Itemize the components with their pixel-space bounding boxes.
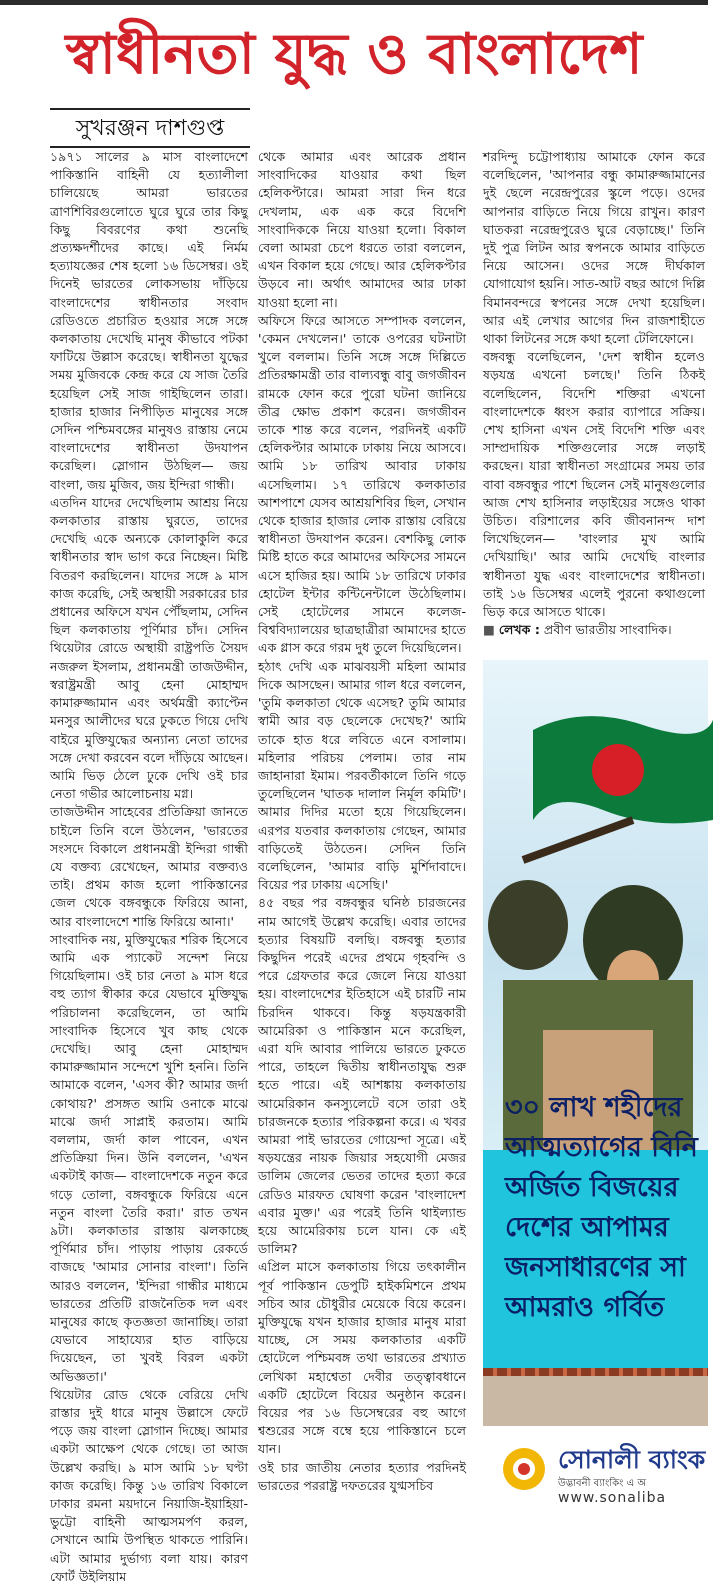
paragraph: ওই চার জাতীয় নেতার হত্যার পরদিনই ভারতের পররাষ্ট্র দফতরের যুগ্মসচিব [258, 1459, 466, 1493]
bank-footer [483, 1426, 708, 1518]
ad-slogan-line: আমরাও গর্বিত [505, 1292, 665, 1323]
paragraph: থিয়েটার রোড থেকে বেরিয়ে দেখি রাস্তার দুই ধারে মানুষ উল্লাসে ফেটে পড়ে জয় বাংলা স্লোগান দিচ্ছে। আমার একটা আক্ষেপ থেকে গেছে। তা আজ উল্লেখ করছি। ৯ মাস আমি ১৮ ঘণ্টা কাজ করেছি। কিন্তু ১৬ তারিখ বিকালে ঢাকার রমনা ময়দানে নিয়াজি-ইয়াহিয়া-ভুট্টো বাহিনী আত্মসমর্পণ করল, সেখানে আমি উপস্থিত থাকতে পারিনি। এটা আমার দুর্ভাগ্য বলা যায়। কারণ ফোর্ট উইলিয়াম [50, 1386, 248, 1584]
author-name: সুখরঞ্জন দাশগুপ্ত [75, 116, 225, 141]
author-note [483, 621, 705, 639]
top-border [0, 0, 708, 5]
paragraph: বঙ্গবন্ধু বলেছিলেন, 'দেশ স্বাধীন হলেও ষড়যন্ত্র এখনো চলছে।' তিনি ঠিকই বলেছিলেন, বিদেশি শক্তিরা এখনো বাংলাদেশকে ধ্বংস করার ব্যাপারে সক্রিয়। শেখ হাসিনা এখন সেই বিদেশি শক্তি এবং সাম্প্রদায়িক শক্তিগুলোর সঙ্গে লড়াই করছেন। যারা স্বাধীনতা সংগ্রামের সময় তার বাবা বঙ্গবন্ধুর পাশে ছিলেন সেই মানুষগুলোর আজ শেখ হাসিনার লড়াইয়ের সঙ্গেও থাকা উচিত। বরিশালের কবি জীবনানন্দ দাশ লিখেছিলেন— 'বাংলার মুখ আমি দেখিয়াছি।' আর আমি দেখেছি বাংলার স্বাধীনতা যুদ্ধ এবং বাংলাদেশের স্বাধীনতা। তাই ১৬ ডিসেম্বর এলেই পুরনো কথাগুলো ভিড় করে আসতে থাকে। [483, 349, 705, 620]
paragraph: ১৯৭১ সালের ৯ মাস বাংলাদেশে পাকিস্তানি বাহিনী যে হত্যালীলা চালিয়েছে আমরা ভারতের ত্রাণশিবিরগুলোতে ঘুরে ঘুরে তার কিছু কিছু বিবরণের কথা শুনেছি প্রত্যক্ষদর্শীদের কাছে। এই নির্মম হত্যাযজ্ঞের শেষ হলো ১৬ ডিসেম্বর। ওই দিনেই ভারতের লোকসভায় দাঁড়িয়ে বাংলাদেশের স্বাধীনতার সংবাদ রেডিওতে প্রচারিত হওয়ার সঙ্গে সঙ্গে কলকাতায় দেখেছি মানুষ কীভাবে পটকা ফাটিয়ে উল্লাস করেছে। স্বাধীনতা যুদ্ধের সময় মুজিবকে কেন্দ্র করে যে সাজ তৈরি হয়েছিল সেই সাজ গাইছিলেন তারা। হাজার হাজার নিপীড়িত মানুষের সঙ্গে সেদিন পশ্চিমবঙ্গের মানুষও রাস্তায় নেমে বাংলাদেশের স্বাধীনতা উদযাপন করেছিল। স্লোগান উঠছিল— জয় বাংলা, জয় মুজিব, জয় ইন্দিরা গান্ধী। [50, 149, 248, 492]
author-note-label: লেখক : [498, 622, 540, 638]
bank-url[interactable]: www.sonaliba [558, 1490, 667, 1506]
paragraph: এতদিন যাদের দেখেছিলাম আশ্রয় নিয়ে কলকাতার রাস্তায় ঘুরতে, তাদের দেখেছি একে অন্যকে কোলাকুলি করে স্বাধীনতার স্বাদ ভাগ করে নিচ্ছেন। মিষ্টি বিতরণ করছিলেন। যাদের সঙ্গে ৯ মাস কাজ করেছি, সেই অস্থায়ী সরকারের চার প্রধানের অফিসে যখন পৌঁছলাম, সেদিন ছিল কলকাতায় পূর্ণিমার চাঁদ। সেদিন থিয়েটার রোডে অস্থায়ী রাষ্ট্রপতি সৈয়দ নজরুল ইসলাম, প্রধানমন্ত্রী তাজউদ্দীন, স্বরাষ্ট্রমন্ত্রী আবু হেনা মোহাম্মদ কামারুজ্জামান এবং অর্থমন্ত্রী ক্যাপ্টেন মনসুর আলীদের ঘরে ঢুকতে গিয়ে দেখি বাইরে মুক্তিযুদ্ধের অন্যান্য নেতা তাদের সঙ্গে দেখা করবেন বলে দাঁড়িয়ে আছেন। আমি ভিড় ঠেলে ঢুকে দেখি ওই চার নেতা গভীর আলোচনায় মগ্ন। [50, 494, 248, 802]
ad-slogan-line: আত্মত্যাগের বিনি [505, 1132, 698, 1163]
square-bullet-icon: ■ [483, 622, 499, 638]
paragraph: হঠাৎ দেখি এক মাঝবয়সী মহিলা আমার দিকে আসছেন। আমার গাল ধরে বললেন, 'তুমি কলকাতা থেকে এসেছ? তুমি আমার স্বামী আর বড় ছেলেকে দেখেছ?' আমি তাকে হাত ধরে লবিতে এনে বসালাম। মহিলার পরিচয় পেলাম। তার নাম জাহানারা ইমাম। পরবর্তীকালে তিনি গড়ে তুলেছিলেন 'ঘাতক দালাল নির্মূল কমিটি'। আমার দিদির মতো হয়ে গিয়েছিলেন। এরপর যতবার কলকাতায় গেছেন, আমার বাড়িতেই উঠতেন। সেদিন তিনি বলেছিলেন, 'আমার বাড়ি মুর্শিদাবাদে। বিয়ের পর ঢাকায় এসেছি।' [258, 658, 466, 893]
paragraph: সাংবাদিক নয়, মুক্তিযুদ্ধের শরিক হিসেবে আমি এক প্যাকেট সন্দেশ নিয়ে গিয়েছিলাম। ওই চার নেতা ৯ মাস ধরে বহু ত্যাগ স্বীকার করে যেভাবে মুক্তিযুদ্ধ পরিচালনা করেছিলেন, তা আমি সাংবাদিক হিসেবে খুব কাছ থেকে দেখেছি। আবু হেনা মোহাম্মদ কামারুজ্জামান সন্দেশে খুশি হননি। তিনি আমাকে বলেন, 'এসব কী? আমার জর্দা কোথায়?' প্রসঙ্গত আমি ওনাকে মাঝে মাঝে জর্দা সাপ্লাই করতাম। আমি বললাম, জর্দা কাল পাবেন, এখন প্রতিক্রিয়া দিন। উনি বললেন, 'এখন একটাই কাজ— বাংলাদেশকে নতুন করে গড়ে তোলা, বঙ্গবন্ধুকে ফিরিয়ে এনে নতুন বাংলা তৈরি করা।' রাত তখন ৯টা। কলকাতার রাস্তায় ঝলকাচ্ছে পূর্ণিমার চাঁদ। পাড়ায় পাড়ায় রেকর্ডে বাজছে 'আমার সোনার বাংলা'। তিনি আরও বললেন, 'ইন্দিরা গান্ধীর মাধ্যমে ভারতের প্রতিটি রাজনৈতিক দল এবং মানুষের কাছে কৃতজ্ঞতা জানাচ্ছি। তারা যেভাবে সাহায্যের হাত বাড়িয়ে দিয়েছেন, তা খুবই বিরল একটা অভিজ্ঞতা।' [50, 931, 248, 1384]
brick-wall-strip [483, 1368, 708, 1376]
article-column-3 [483, 148, 705, 658]
article-column-2 [258, 148, 466, 1528]
ad-slogan-line: জনসাধারণের সা [505, 1252, 686, 1283]
paragraph: শরদিন্দু চট্টোপাধ্যায় আমাকে ফোন করে বলেছিলেন, 'আপনার বন্ধু কামারুজ্জামানের দুই ছেলে নরেন্দ্রপুরের স্কুলে পড়ে। ওদের আপনার বাড়িতে নিয়ে গিয়ে রাখুন। কারণ ঘাতকরা নরেন্দ্রপুরেও ঘুরে বেড়াচ্ছে।' তিনি দুই পুত্র লিটন আর স্বপনকে আমার বাড়িতে নিয়ে আসেন। ওদের সঙ্গে দীর্ঘকাল যোগাযোগ হয়নি। সাত-আট বছর আগে দিল্লি বিমানবন্দরে স্বপনের সঙ্গে দেখা হয়েছিল। আর এই লেখার আগের দিন রাজশাহীতে থাকা লিটনের সঙ্গে কথা হলো টেলিফোনে। [483, 149, 705, 347]
paragraph: এপ্রিল মাসে কলকাতায় গিয়ে তৎকালীন পূর্ব পাকিস্তান ডেপুটি হাইকমিশনে প্রথম সচিব আর চৌধুরীর মেয়েকে বিয়ে করেন। মুক্তিযুদ্ধে যখন হাজার হাজার মানুষ মারা যাচ্ছে, সে সময় কলকাতার একটি হোটেলে পশ্চিমবঙ্গ তথা ভারতের প্রখ্যাত লেখিকা মহাশ্বেতা দেবীর তত্ত্বাবধানে একটি হোটেলে বিয়ের অনুষ্ঠান করেন। বিয়ের পর ১৬ ডিসেম্বরের বহু আগে শ্বশুরের সঙ্গে বম্বে হয়ে পাকিস্তানে চলে যান। [258, 1259, 466, 1457]
ad-ground [483, 1376, 708, 1426]
ad-slogan-line: অর্জিত বিজয়ের [505, 1172, 679, 1203]
article-column-1 [50, 148, 248, 1584]
sonali-bank-advertisement[interactable] [483, 660, 708, 1518]
sonali-bank-logo-icon [501, 1446, 547, 1492]
paragraph: থেকে আমার এবং আরেক প্রধান সাংবাদিকের যাওয়ার কথা ছিল হেলিকপ্টারে। আমরা সারা দিন ধরে দেখলাম, এক এক করে বিদেশি সাংবাদিককে নিয়ে যাওয়া হলো। বিকাল বেলা আমরা চেপে ধরতে তারা বললেন, এখন বিকাল হয়ে গেছে। আর হেলিকপ্টার উড়বে না। অর্থাৎ আমাদের আর ঢাকা যাওয়া হলো না। [258, 149, 466, 310]
bank-name: সোনালী ব্যাংক [558, 1445, 706, 1474]
bank-tagline: উদ্ভাবনী ব্যাংকিং এ অ [558, 1478, 647, 1489]
paragraph: তাজউদ্দীন সাহেবের প্রতিক্রিয়া জানতে চাইলে তিনি বলে উঠলেন, 'ভারতের সংসদে বিকালে প্রধানমন্ত্রী ইন্দিরা গান্ধী যে বক্তব্য রেখেছেন, আমার বক্তব্যও তাই। প্রথম কাজ হলো পাকিস্তানের জেল থেকে বঙ্গবন্ধুকে ফিরিয়ে আনা, আর বাংলাদেশে শান্তি ফিরিয়ে আনা।' [50, 804, 248, 929]
article-title: স্বাধীনতা যুদ্ধ ও বাংলাদেশ [65, 21, 643, 87]
paragraph: অফিসে ফিরে আসতে সম্পাদক বললেন, 'কেমন দেখলেন।' তাকে ওপরের ঘটনাটা খুলে বললাম। তিনি সঙ্গে সঙ্গে দিল্লিতে প্রতিরক্ষামন্ত্রী তার বাল্যবন্ধু বাবু জগজীবন রামকে ফোন করে পুরো ঘটনা জানিয়ে তীব্র ক্ষোভ প্রকাশ করেন। জগজীবন তাকে শান্ত করে বলেন, পরদিনই একটি হেলিকপ্টার আমাকে ঢাকায় নিয়ে আসবে। আমি ১৮ তারিখ আবার ঢাকায় এসেছিলাম। ১৭ তারিখে কলকাতার আশপাশে যেসব আশ্রয়শিবির ছিল, সেখান থেকে হাজার হাজার লোক রাস্তায় বেরিয়ে স্বাধীনতা উদযাপন করেন। বেশকিছু লোক মিষ্টি হাতে করে আমাদের অফিসের সামনে এসে হাজির হয়। আমি ১৮ তারিখে ঢাকার হোটেল ইন্টার কন্টিনেন্টালে উঠেছিলাম। সেই হোটেলের সামনে কলেজ-বিশ্ববিদ্যালয়ের ছাত্রছাত্রীরা আমাদের হাতে এক গ্লাস করে গরম দুধ তুলে দিয়েছিলেন। [258, 312, 466, 656]
ad-slogan-line: দেশের আপামর [505, 1212, 669, 1243]
ad-slogan-line: ৩০ লাখ শহীদের [505, 1092, 683, 1123]
author-note-text: প্রবীণ ভারতীয় সাংবাদিক। [543, 622, 672, 638]
paragraph: ৪৫ বছর পর বঙ্গবন্ধুর ঘনিষ্ঠ চারজনের নাম আগেই উল্লেখ করেছি। এবার তাদের হত্যার বিষয়টি বলছি। বঙ্গবন্ধু হত্যার কিছুদিন পরেই এদের প্রথমে গৃহবন্দি ও পরে গ্রেফতার করে জেলে নিয়ে যাওয়া হয়। বাংলাদেশের ইতিহাসে এই চারটি নাম চিরদিন থাকবে। কিন্তু ষড়যন্ত্রকারী আমেরিকা ও পাকিস্তান মনে করেছিল, এরা যদি আবার পালিয়ে ভারতে ঢুকতে পারে, তাহলে দ্বিতীয় স্বাধীনতাযুদ্ধ শুরু হতে পারে। এই আশঙ্কায় কলকাতায় আমেরিকান কনস্যুলেটে বসে তারা ওই চারজনকে হত্যার পরিকল্পনা করে। এ খবর আমরা পাই ভারতের গোয়েন্দা সূত্রে। এই ষড়যন্ত্রের নায়ক জিয়ার সহযোগী মেজর ডালিম জেলের ভেতর তাদের হত্যা করে রেডিও মারফত ঘোষণা করেন 'বাংলাদেশ এবার মুক্ত।' এর পরেই তিনি থাইল্যান্ড হয়ে আমেরিকায় চলে যান। কে এই ডালিম? [258, 895, 466, 1257]
